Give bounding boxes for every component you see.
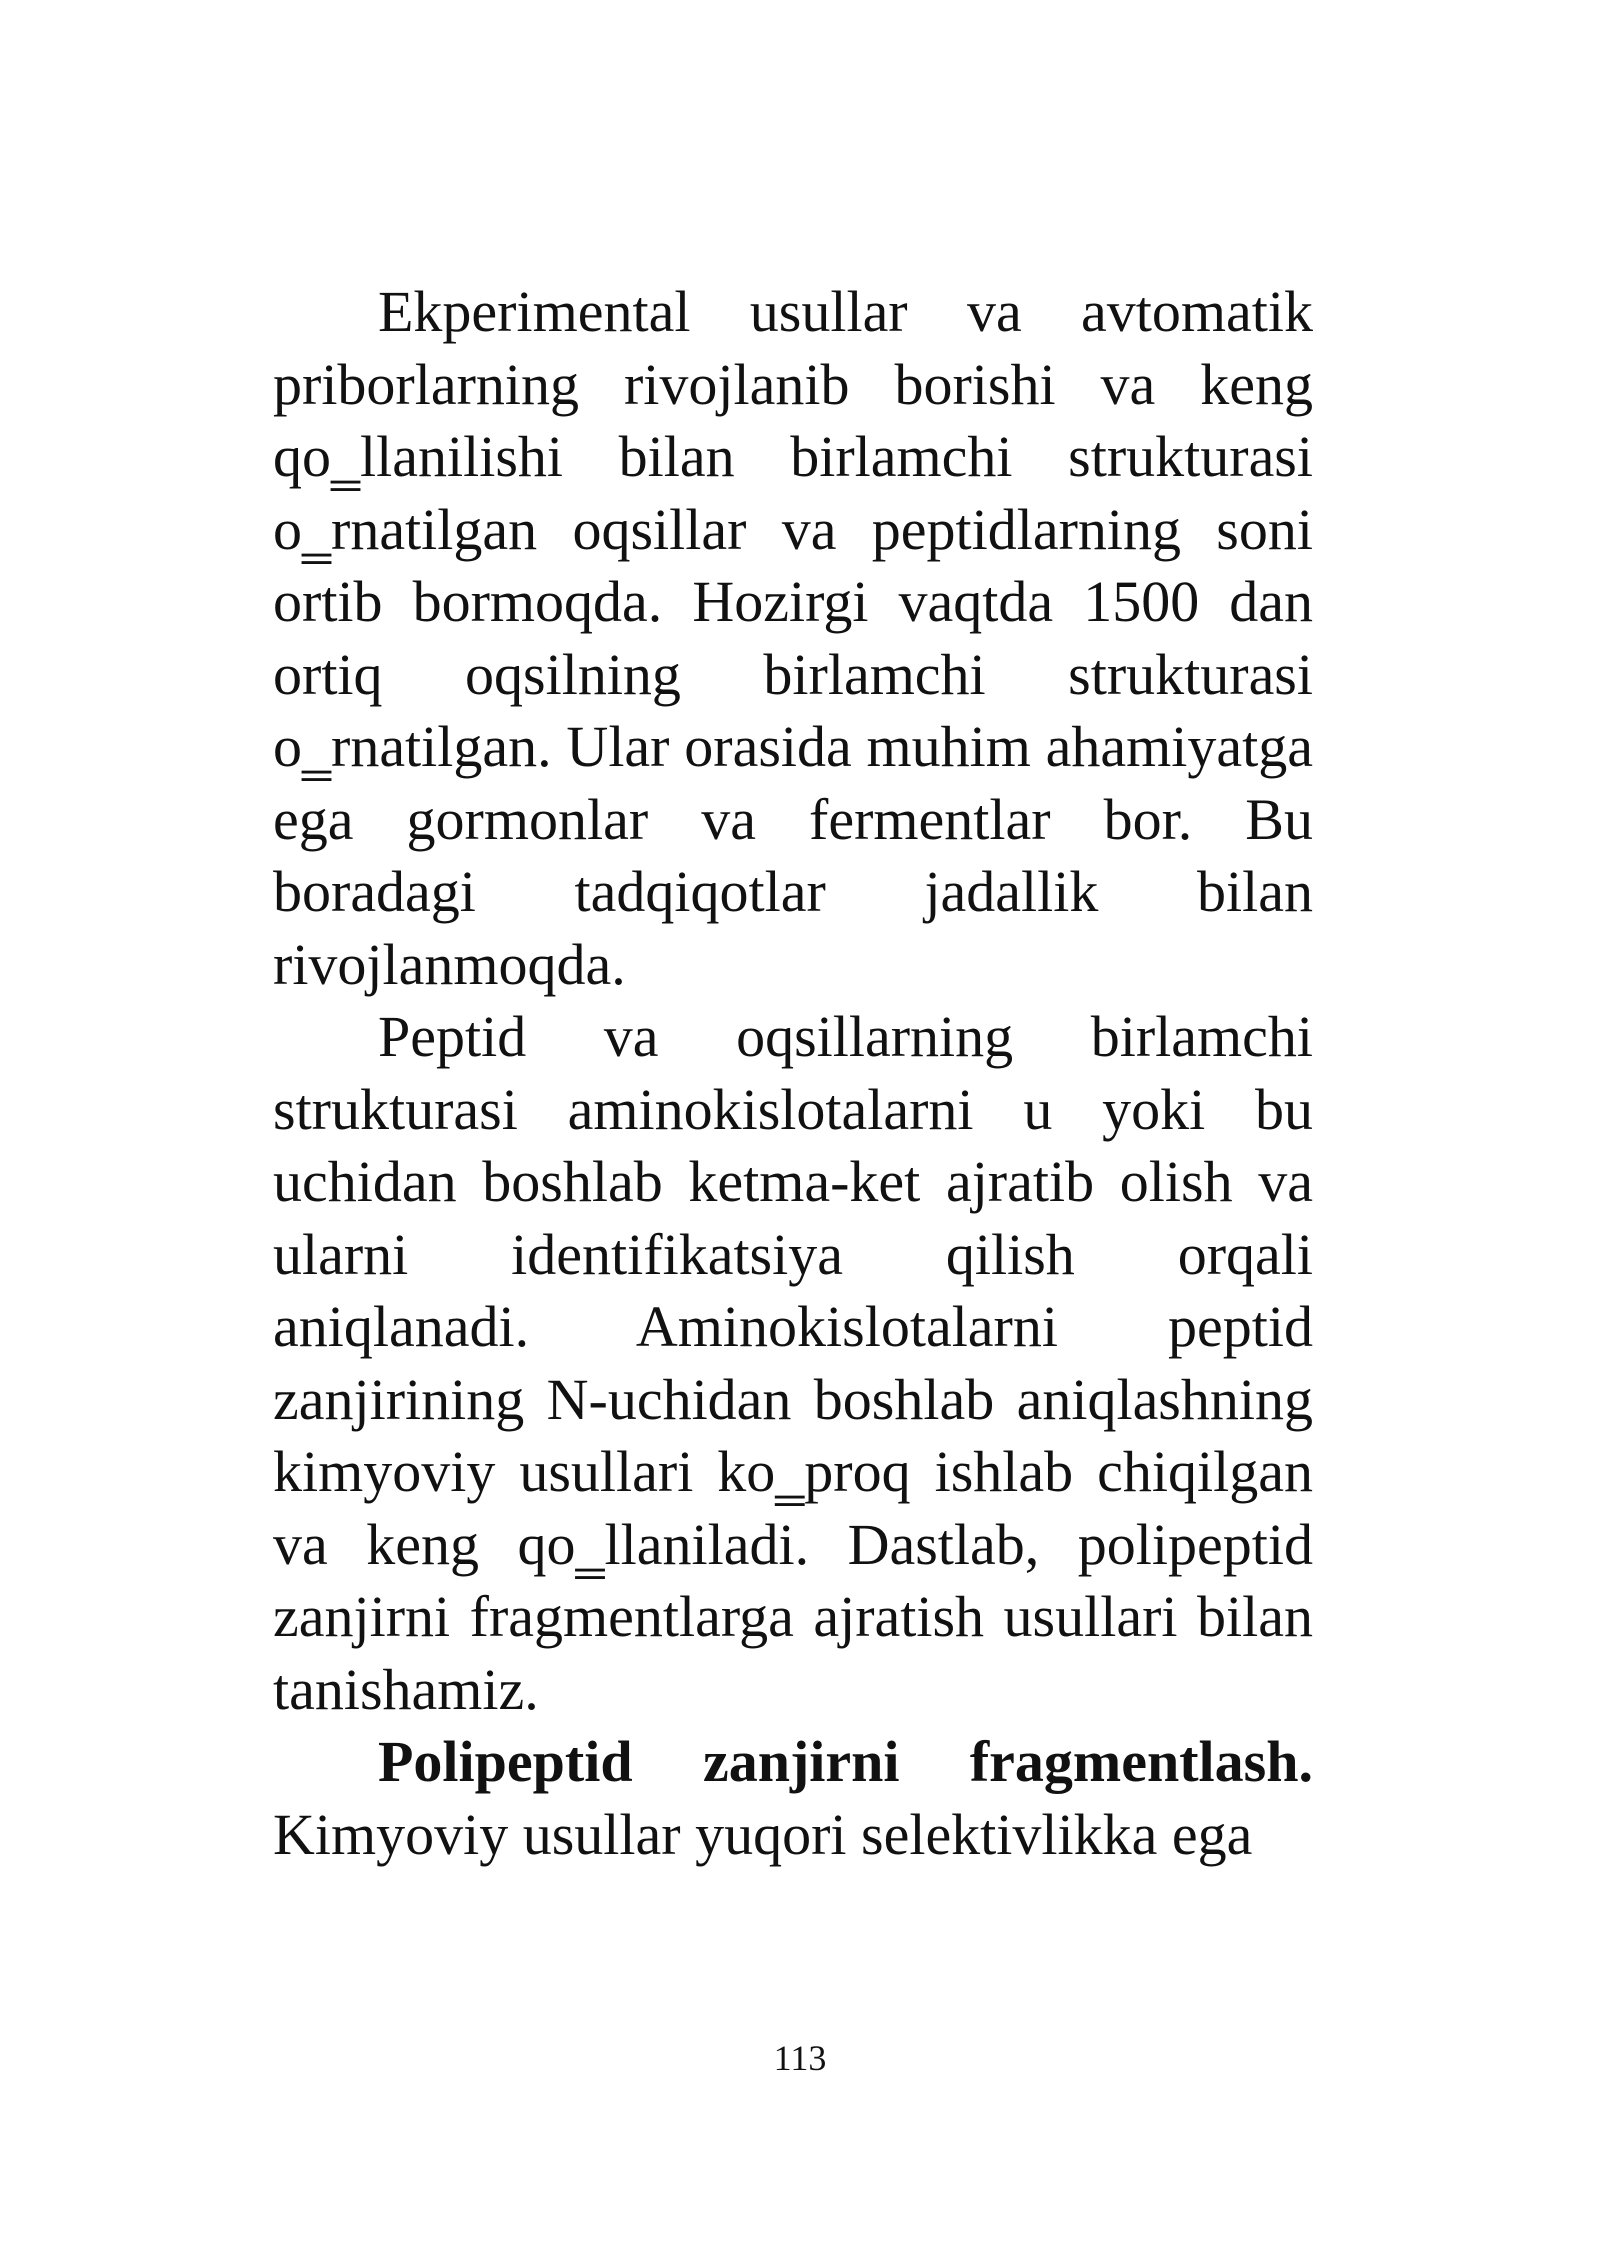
paragraph-1: [273, 276, 1313, 1001]
paragraph-2-text: Peptid va oqsillarning birlamchi strukturasi aminokislotalarni u yoki bu uchidan boshlab ketma-ket ajratib olish va ularni identifikatsiya qilish orqali aniqlanadi. Aminokislotalarni peptid zanjirining N-uchidan boshlab aniqlashning kimyoviy usullari ko‗proq ishlab chiqilgan va keng qo‗llaniladi. Dastlab, polipeptid zanjirni fragmentlarga ajratish usullari bilan tanishamiz.: [273, 1004, 1313, 1722]
section-heading: Polipeptid zanjirni fragmentlash.: [378, 1729, 1313, 1794]
paragraph-3-text: Kimyoviy usullar yuqori selektivlikka ega: [273, 1801, 1253, 1867]
body-text: [273, 276, 1313, 1871]
paragraph-3: [273, 1726, 1313, 1871]
page-number: 113: [773, 2038, 827, 2078]
paragraph-1-text: Ekperimental usullar va avtomatik priborlarning rivojlanib borishi va keng qo‗llanilishi bilan birlamchi strukturasi o‗rnatilgan oqsillar va peptidlarning soni ortib bormoqda. Hozirgi vaqtda 1500 dan ortiq oqsilning birlamchi strukturasi o‗rnatilgan. Ular orasida muhim ahamiyatga ega gormonlar va fermentlar bor. Bu boradagi tadqiqotlar jadallik bilan rivojlanmoqda.: [273, 279, 1313, 997]
paragraph-2: [273, 1001, 1313, 1726]
